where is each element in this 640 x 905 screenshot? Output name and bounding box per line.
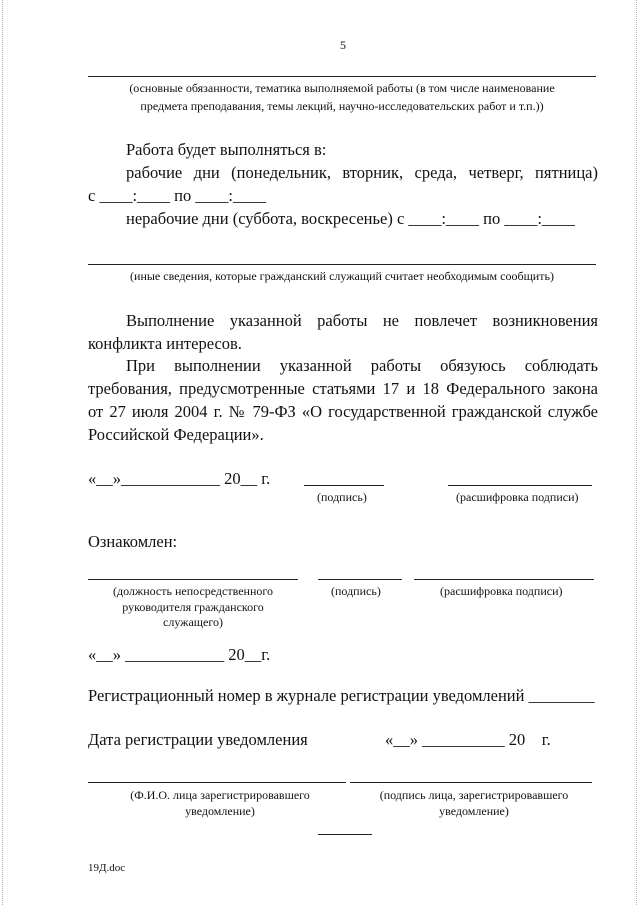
manager-caption-line2: руководителя гражданского xyxy=(122,600,264,614)
registrar-signature-caption-line2: уведомление) xyxy=(439,804,509,818)
obligation-line2: требования, предусмотренные статьями 17 и 18 Федерального закона xyxy=(88,379,598,398)
registrar-signature-caption-line1: (подпись лица, зарегистрировавшего xyxy=(379,788,569,802)
registrar-name-caption-line1: (Ф.И.О. лица зарегистрировавшего xyxy=(130,788,310,802)
scan-right-edge xyxy=(636,0,637,905)
conflict-line1: Выполнение указанной работы не повлечет возникновения xyxy=(126,311,598,330)
obligation-line3: от 27 июля 2004 г. № 79-ФЗ «О государственной гражданской службе xyxy=(88,402,598,421)
signature-decode-line xyxy=(448,485,592,486)
manager-caption-line1: (должность непосредственного xyxy=(112,584,273,598)
manager-signature-caption: (подпись) xyxy=(331,584,381,598)
registration-date-value: «__» __________ 20 г. xyxy=(385,730,551,749)
acquainted-label: Ознакомлен: xyxy=(88,532,178,551)
registrar-name-line xyxy=(88,782,346,783)
scan-left-edge xyxy=(2,0,3,905)
duties-caption-line2: предмета преподавания, темы лекций, научно-исследовательских работ и т.п.)) xyxy=(140,99,544,113)
date-line-1: «__»____________ 20__ г. xyxy=(88,469,271,488)
duties-caption-line1: (основные обязанности, тематика выполняемой работы (в том числе наименование xyxy=(129,81,555,95)
obligation-line4: Российской Федерации». xyxy=(88,425,264,444)
nonworkdays-line: нерабочие дни (суббота, воскресенье) с ____:____ по ____:____ xyxy=(126,209,575,228)
duties-fill-line xyxy=(88,76,596,77)
signature-decode-caption: (расшифровка подписи) xyxy=(456,490,579,504)
registrar-signature-line xyxy=(350,782,592,783)
registrar-name-caption-line2: уведомление) xyxy=(185,804,255,818)
signature-caption: (подпись) xyxy=(317,490,367,504)
file-name: 19Д.doc xyxy=(88,862,126,874)
other-info-fill-line xyxy=(88,264,596,265)
other-info-caption: (иные сведения, которые гражданский служащий считает необходимым сообщить) xyxy=(130,269,554,283)
workdays-time: с ____:____ по ____:____ xyxy=(88,186,266,205)
manager-caption-line3: служащего) xyxy=(163,615,223,629)
page-number: 5 xyxy=(340,38,346,52)
manager-decode-caption: (расшифровка подписи) xyxy=(440,584,563,598)
manager-signature-line xyxy=(318,579,402,580)
manager-decode-line xyxy=(414,579,594,580)
workdays-line: рабочие дни (понедельник, вторник, среда, четверг, пятница) xyxy=(126,163,598,182)
closing-separator-line xyxy=(318,834,372,835)
manager-position-line xyxy=(88,579,298,580)
conflict-line2: конфликта интересов. xyxy=(88,334,242,353)
signature-line xyxy=(304,485,384,486)
work-intro: Работа будет выполняться в: xyxy=(126,140,327,159)
obligation-line1: При выполнении указанной работы обязуюсь соблюдать xyxy=(126,356,598,375)
registration-number-label: Регистрационный номер в журнале регистрации уведомлений ________ xyxy=(88,686,595,705)
date-line-2: «__» ____________ 20__г. xyxy=(88,645,271,664)
registration-date-label: Дата регистрации уведомления xyxy=(88,730,308,749)
